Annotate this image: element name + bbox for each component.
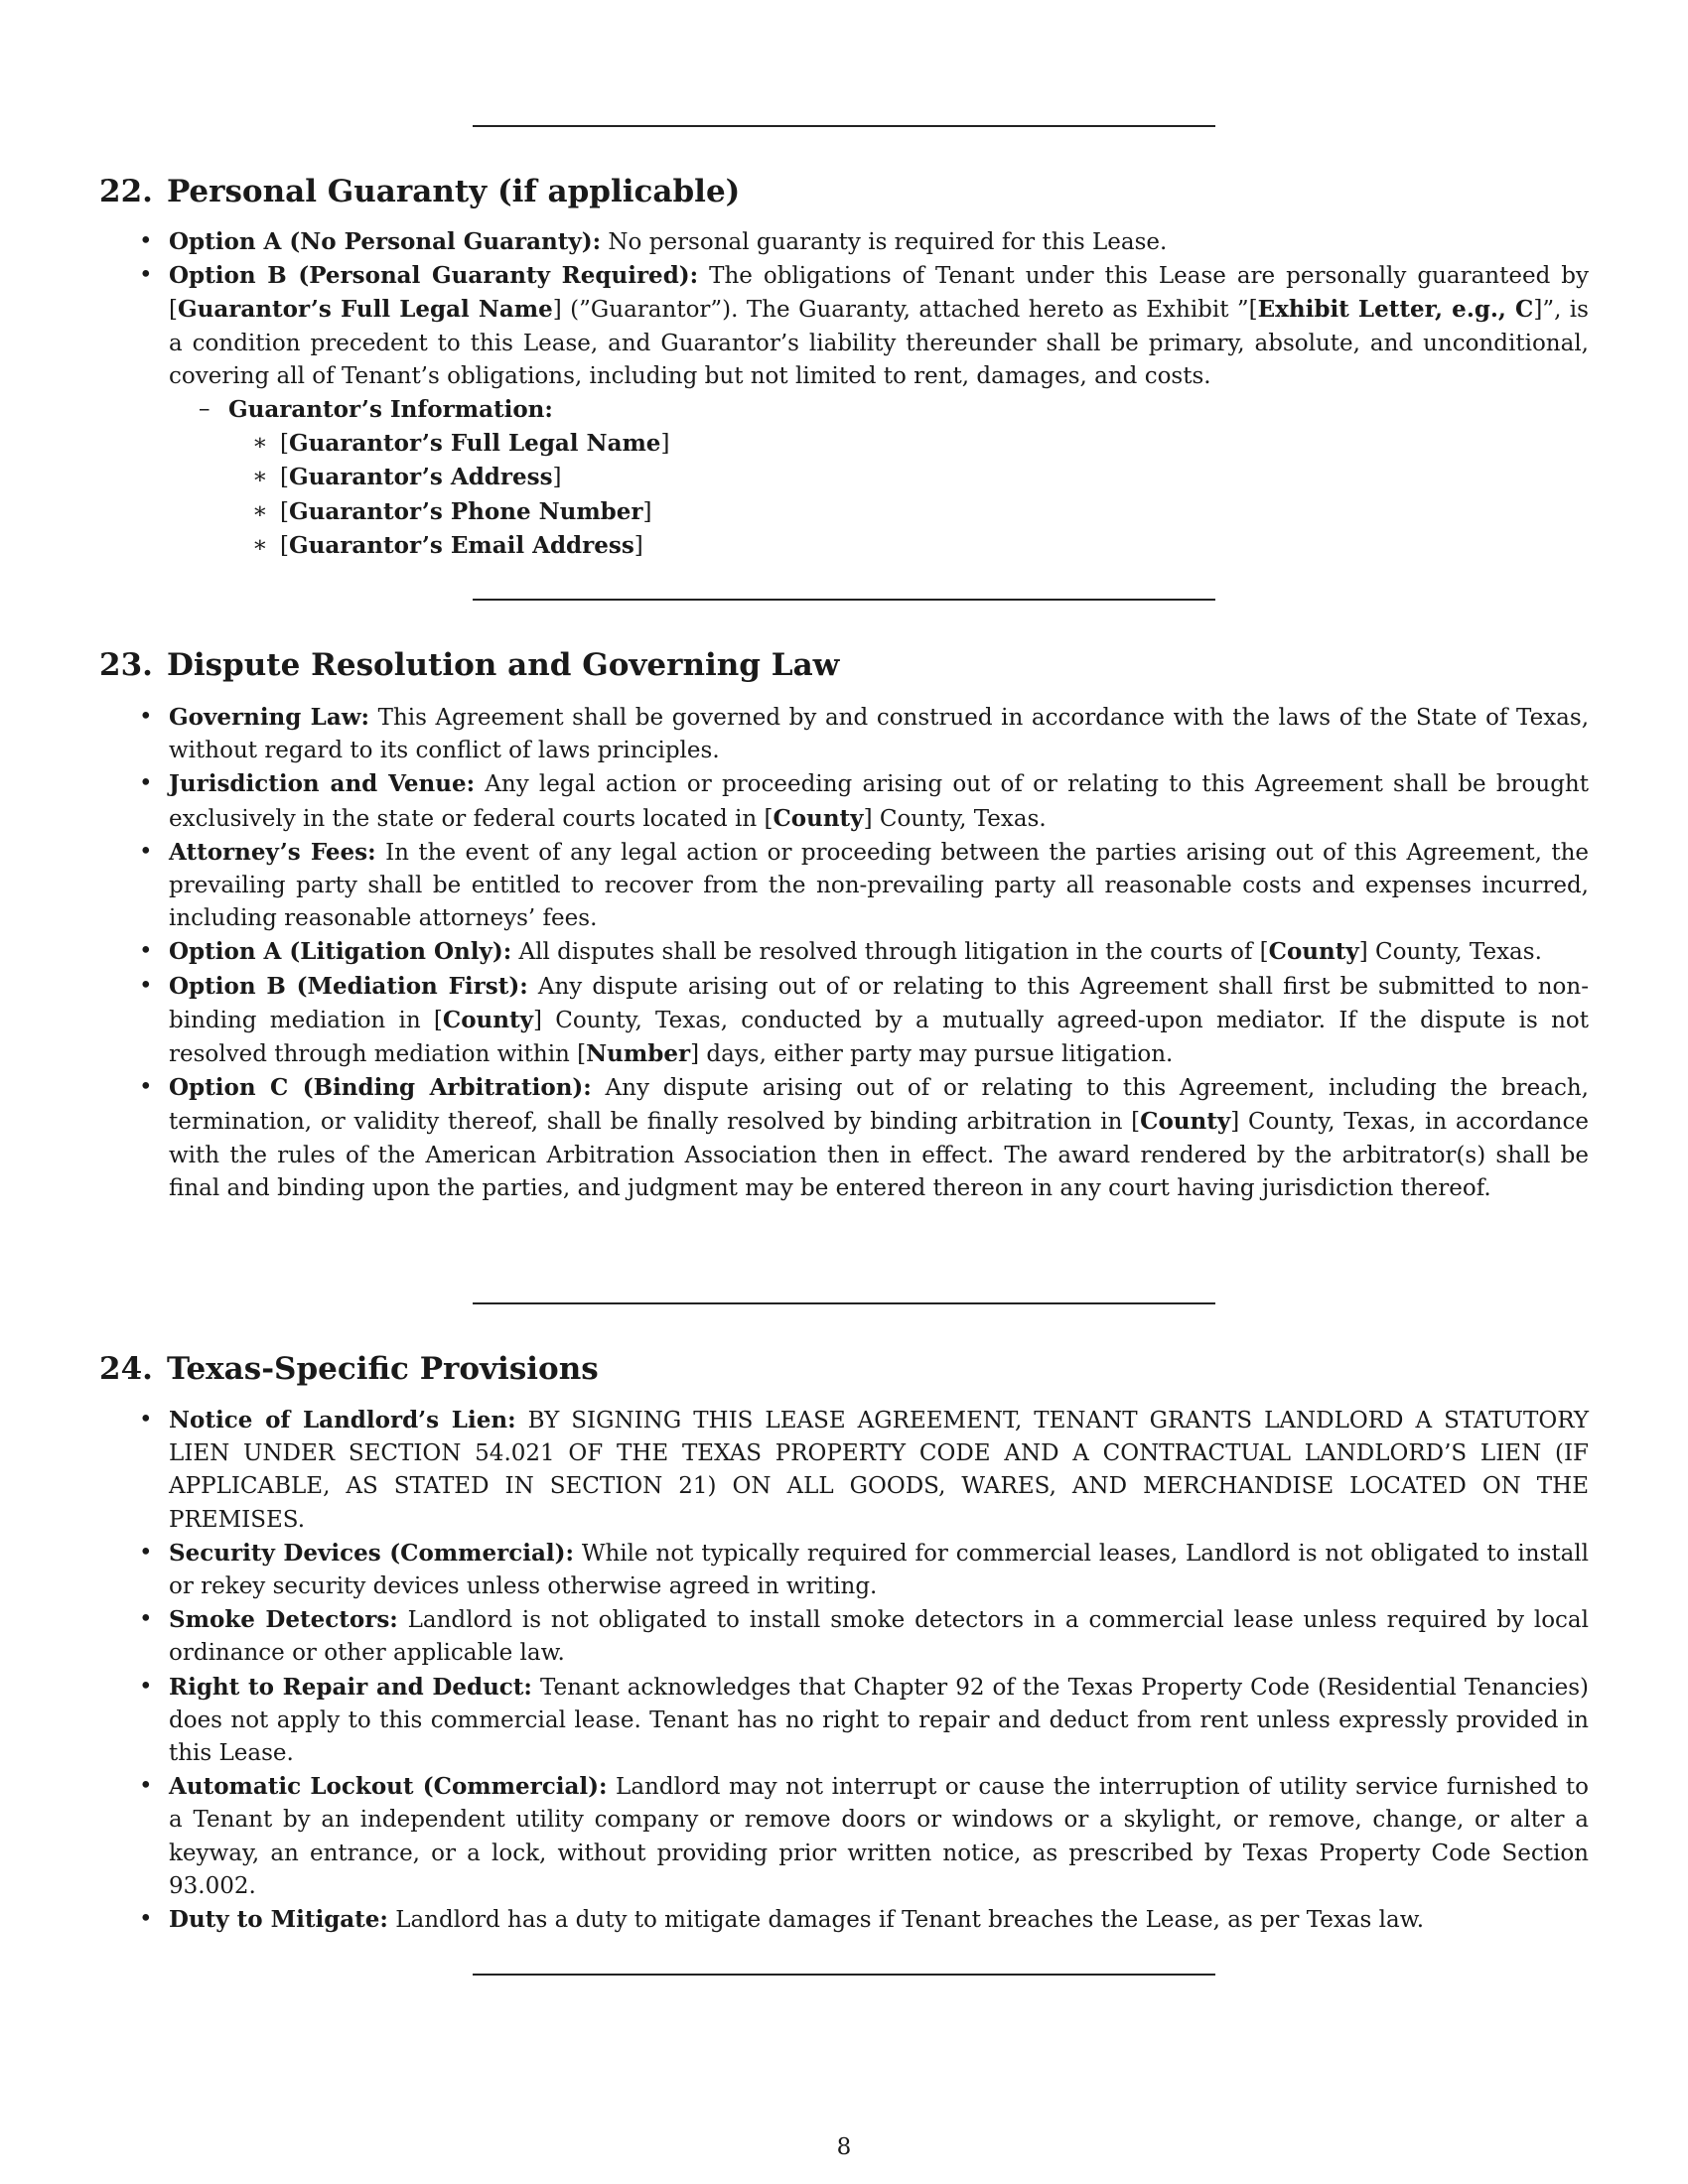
section-22-heading: 22. Personal Guaranty (if applicable): [99, 174, 741, 209]
list-item: – Guarantor’s Information: ∗ [Guarantor’s Full Legal Name] ∗ [Guarantor’s Address] ∗ [Guarantor’s Phone Number] ∗ [Guarantor’s Email Address]: [169, 393, 1589, 563]
list-item: • Jurisdiction and Venue: Any legal action or proceeding arising out of or relating to this Agreement shall be brought exclusively in the state or federal courts located in [County] County, Texas.: [99, 767, 1589, 835]
section-24-heading: 24. Texas-Specific Provisions: [99, 1351, 599, 1387]
section-divider: [473, 1302, 1215, 1304]
list-item: • Duty to Mitigate: Landlord has a duty to mitigate damages if Tenant breaches the Lease, as per Texas law.: [99, 1903, 1589, 1937]
list-item: • Security Devices (Commercial): While not typically required for commercial leases, Landlord is not obligated to install or rekey security devices unless otherwise agreed in writing.: [99, 1537, 1589, 1603]
list-item: • Option A (No Personal Guaranty): No personal guaranty is required for this Lease.: [99, 225, 1589, 259]
list-item: • Option A (Litigation Only): All disputes shall be resolved through litigation in the courts of [County] County, Texas.: [99, 935, 1589, 969]
list-item: • Option B (Personal Guaranty Required): The obligations of Tenant under this Lease are personally guaranteed by [Guarantor’s Full Legal Name] (”Guarantor”). The Guaranty, attached hereto as Exhibit ”[Exhibit Letter, e.g., C]”, is a condition precedent to this Lease, and Guarantor’s liability thereunder shall be primary, absolute, and unconditional, covering all of Tenant’s obligations, including but not limited to rent, damages, and costs. – Guarantor’s Information: ∗ [Guarantor’s Full Legal Name] ∗ [Guarantor’s Address] ∗ [Guarantor’s Phone Number] ∗ [Guarantor’s Email Address]: [99, 259, 1589, 563]
list-item: • Notice of Landlord’s Lien: BY SIGNING THIS LEASE AGREEMENT, TENANT GRANTS LANDLORD A STATUTORY LIEN UNDER SECTION 54.021 OF THE TEXAS PROPERTY CODE AND A CONTRACTUAL LANDLORD’S LIEN (IF APPLICABLE, AS STATED IN SECTION 21) ON ALL GOODS, WARES, AND MERCHANDISE LOCATED ON THE PREMISES.: [99, 1404, 1589, 1537]
list-item: • Governing Law: This Agreement shall be governed by and construed in accordance with the laws of the State of Texas, without regard to its conflict of laws principles.: [99, 701, 1589, 767]
list-item: • Option B (Mediation First): Any dispute arising out of or relating to this Agreement shall first be submitted to non-binding mediation in [County] County, Texas, conducted by a mutually agreed-upon mediator. If the dispute is not resolved through mediation within [Number] days, either party may pursue litigation.: [99, 970, 1589, 1072]
section-divider: [473, 1974, 1215, 1976]
list-item: • Right to Repair and Deduct: Tenant acknowledges that Chapter 92 of the Texas Property Code (Residential Tenancies) does not apply to this commercial lease. Tenant has no right to repair and deduct from rent unless expressly provided in this Lease.: [99, 1671, 1589, 1771]
list-item: • Automatic Lockout (Commercial): Landlord may not interrupt or cause the interruption of utility service furnished to a Tenant by an independent utility company or remove doors or windows or a skylight, or remove, change, or alter a keyway, an entrance, or a lock, without providing prior written notice, as prescribed by Texas Property Code Section 93.002.: [99, 1770, 1589, 1903]
section-divider: [473, 125, 1215, 127]
section-24-list: [99, 1404, 1589, 1937]
list-item: ∗ [Guarantor’s Full Legal Name]: [228, 427, 1589, 461]
list-item: • Smoke Detectors: Landlord is not obligated to install smoke detectors in a commercial lease unless required by local ordinance or other applicable law.: [99, 1603, 1589, 1670]
list-item: • Attorney’s Fees: In the event of any legal action or proceeding between the parties arising out of this Agreement, the prevailing party shall be entitled to recover from the non-prevailing party all reasonable costs and expenses incurred, including reasonable attorneys’ fees.: [99, 836, 1589, 936]
section-23-heading: 23. Dispute Resolution and Governing Law: [99, 647, 840, 683]
list-item: ∗ [Guarantor’s Email Address]: [228, 529, 1589, 563]
list-item: ∗ [Guarantor’s Phone Number]: [228, 495, 1589, 529]
section-divider: [473, 599, 1215, 601]
page-number: 8: [836, 2134, 852, 2160]
section-22-list: [99, 225, 1589, 563]
section-23-list: [99, 701, 1589, 1205]
list-item: • Option C (Binding Arbitration): Any dispute arising out of or relating to this Agreement, including the breach, termination, or validity thereof, shall be finally resolved by binding arbitration in [County] County, Texas, in accordance with the rules of the American Arbitration Association then in effect. The award rendered by the arbitrator(s) shall be final and binding upon the parties, and judgment may be entered thereon in any court having jurisdiction thereof.: [99, 1071, 1589, 1205]
list-item: ∗ [Guarantor’s Address]: [228, 461, 1589, 494]
